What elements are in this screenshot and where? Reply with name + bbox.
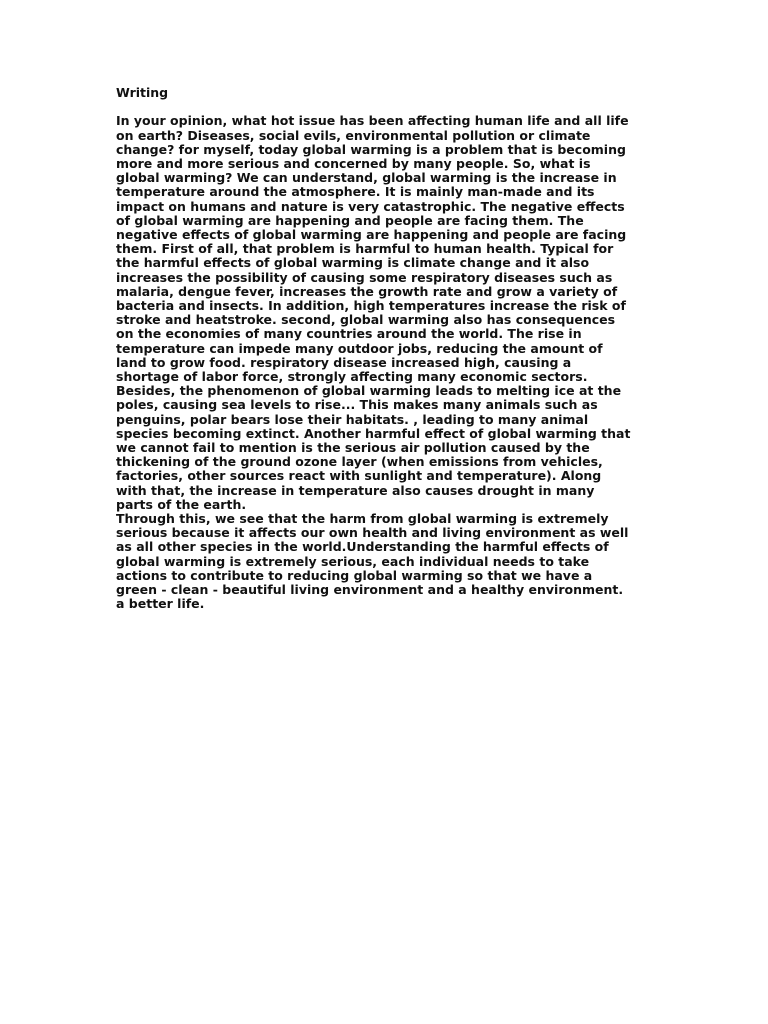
text-line: impact on humans and nature is very catastrophic. The negative effects bbox=[116, 198, 625, 214]
text-line: global warming is extremely serious, each individual needs to take bbox=[116, 553, 590, 569]
text-line: species becoming extinct. Another harmful effect of global warming that bbox=[116, 425, 631, 441]
text-line: negative effects of global warming are happening and people are facing bbox=[116, 227, 627, 243]
text-line: Besides, the phenomenon of global warming leads to melting ice at the bbox=[116, 383, 622, 399]
text-line: actions to contribute to reducing global warming so that we have a bbox=[116, 567, 593, 583]
text-line: malaria, dengue fever, increases the growth rate and grow a variety of bbox=[116, 283, 618, 299]
text-line: green - clean - beautiful living environment and a healthy environment. bbox=[116, 582, 624, 598]
text-line: global warming? We can understand, global warming is the increase in bbox=[116, 170, 617, 186]
text-line: In your opinion, what hot issue has been affecting human life and all life bbox=[116, 113, 629, 129]
text-line: change? for myself, today global warming is a problem that is becoming bbox=[116, 141, 626, 157]
document-body bbox=[116, 86, 656, 612]
text-line: parts of the earth. bbox=[116, 496, 247, 512]
text-line: them. First of all, that problem is harmful to human health. Typical for bbox=[116, 241, 614, 257]
text-line: as all other species in the world.Understanding the harmful effects of bbox=[116, 539, 609, 555]
text-line: factories, other sources react with sunlight and temperature). Along bbox=[116, 468, 602, 484]
text-line: increases the possibility of causing some respiratory diseases such as bbox=[116, 269, 613, 285]
text-line: on earth? Diseases, social evils, environmental pollution or climate bbox=[116, 127, 591, 143]
text-line: Through this, we see that the harm from global warming is extremely bbox=[116, 511, 609, 527]
text-line: stroke and heatstroke. second, global warming also has consequences bbox=[116, 312, 616, 328]
text-line: a better life. bbox=[116, 596, 205, 612]
text-line: penguins, polar bears lose their habitats. , leading to many animal bbox=[116, 411, 589, 427]
text-line: the harmful effects of global warming is climate change and it also bbox=[116, 255, 590, 271]
text-line: of global warming are happening and people are facing them. The bbox=[116, 212, 584, 228]
text-line: land to grow food. respiratory disease increased high, causing a bbox=[116, 354, 572, 370]
body-paragraph bbox=[116, 114, 656, 512]
document-title: Writing bbox=[116, 85, 169, 100]
paragraph-container bbox=[116, 114, 656, 611]
text-line: with that, the increase in temperature also causes drought in many bbox=[116, 482, 595, 498]
text-line: temperature around the atmosphere. It is mainly man-made and its bbox=[116, 184, 595, 200]
text-line: thickening of the ground ozone layer (when emissions from vehicles, bbox=[116, 454, 603, 470]
body-paragraph bbox=[116, 512, 656, 611]
text-line: serious because it affects our own health and living environment as well bbox=[116, 525, 629, 541]
text-line: poles, causing sea levels to rise... This makes many animals such as bbox=[116, 397, 598, 413]
text-line: shortage of labor force, strongly affecting many economic sectors. bbox=[116, 369, 588, 385]
text-line: more and more serious and concerned by many people. So, what is bbox=[116, 156, 591, 171]
text-line: bacteria and insects. In addition, high temperatures increase the risk of bbox=[116, 298, 626, 314]
text-line: temperature can impede many outdoor jobs, reducing the amount of bbox=[116, 340, 603, 356]
text-line: on the economies of many countries around the world. The rise in bbox=[116, 326, 582, 342]
text-line: we cannot fail to mention is the serious air pollution caused by the bbox=[116, 440, 590, 456]
